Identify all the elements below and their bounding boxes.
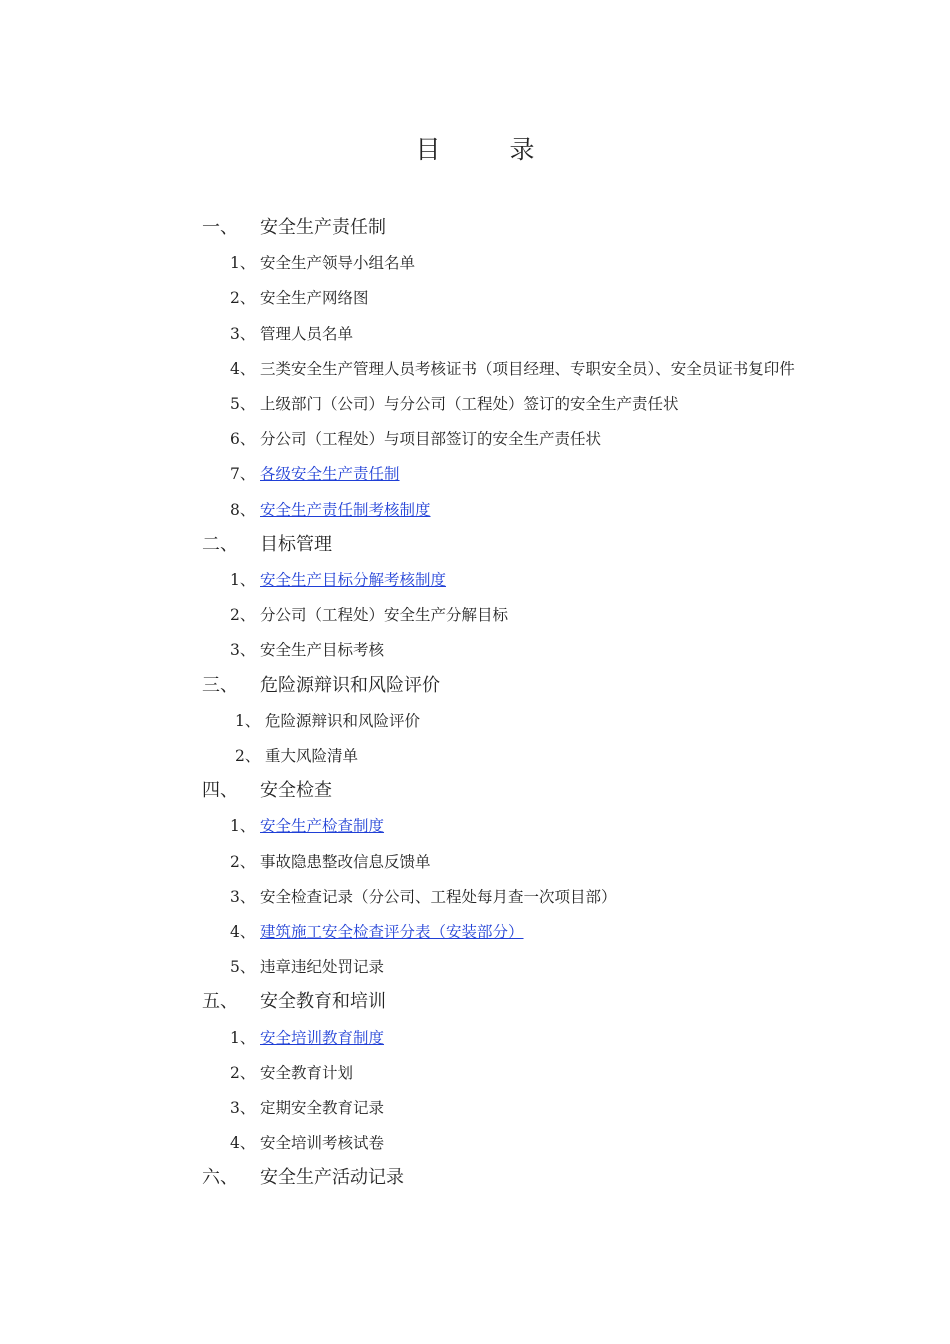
item-title: 安全检查记录（分公司、工程处每月查一次项目部） (260, 888, 617, 906)
item-number: 3、 (230, 325, 256, 343)
item-title: 分公司（工程处）安全生产分解目标 (260, 606, 509, 624)
toc-link[interactable]: 建筑施工安全检查评分表（安装部分） (260, 923, 524, 941)
section-numeral: 四、 (202, 780, 238, 801)
item-number: 5、 (230, 395, 256, 413)
section-title: 安全教育和培训 (260, 991, 386, 1012)
section-numeral: 一、 (202, 217, 238, 238)
toc-link[interactable]: 安全生产目标分解考核制度 (260, 571, 447, 589)
item-title: 上级部门（公司）与分公司（工程处）签订的安全生产责任状 (260, 395, 679, 413)
item-number: 3、 (230, 1099, 256, 1117)
item-title: 安全生产领导小组名单 (260, 254, 416, 272)
item-number: 7、 (230, 465, 256, 483)
section-numeral: 三、 (202, 675, 238, 696)
section-title: 目标管理 (260, 534, 332, 555)
item-number: 3、 (230, 641, 256, 659)
item-number: 1、 (230, 254, 256, 272)
item-number: 4、 (230, 360, 256, 378)
item-title: 危险源辩识和风险评价 (265, 712, 421, 730)
item-number: 6、 (230, 430, 256, 448)
item-title: 分公司（工程处）与项目部签订的安全生产责任状 (260, 430, 602, 448)
item-number: 1、 (230, 571, 256, 589)
item-number: 2、 (230, 1064, 256, 1082)
section-numeral: 六、 (202, 1167, 238, 1188)
item-number: 5、 (230, 958, 256, 976)
section-title: 危险源辩识和风险评价 (260, 675, 440, 696)
page-title: 目 录 (415, 135, 557, 164)
toc-link[interactable]: 各级安全生产责任制 (260, 465, 400, 483)
item-number: 1、 (230, 1029, 256, 1047)
toc-link[interactable]: 安全生产责任制考核制度 (260, 501, 431, 519)
item-title: 重大风险清单 (265, 747, 359, 765)
item-number: 8、 (230, 501, 256, 519)
item-number: 2、 (230, 853, 256, 871)
item-title: 违章违纪处罚记录 (260, 958, 385, 976)
item-title: 安全生产目标考核 (260, 641, 385, 659)
item-title: 管理人员名单 (260, 325, 354, 343)
item-number: 4、 (230, 1134, 256, 1152)
item-number: 2、 (230, 289, 256, 307)
item-title: 安全教育计划 (260, 1064, 354, 1082)
item-title: 安全生产网络图 (260, 289, 369, 307)
section-numeral: 二、 (202, 534, 238, 555)
item-number: 2、 (230, 606, 256, 624)
item-title: 安全培训考核试卷 (260, 1134, 385, 1152)
section-title: 安全检查 (260, 780, 332, 801)
toc-link[interactable]: 安全培训教育制度 (260, 1029, 385, 1047)
section-numeral: 五、 (202, 991, 238, 1012)
item-number: 1、 (230, 817, 256, 835)
item-title: 三类安全生产管理人员考核证书（项目经理、专职安全员）、安全员证书复印件 (260, 360, 795, 378)
item-number: 4、 (230, 923, 256, 941)
section-title: 安全生产活动记录 (260, 1167, 404, 1188)
item-number: 2、 (235, 747, 261, 765)
section-title: 安全生产责任制 (260, 217, 386, 238)
item-title: 事故隐患整改信息反馈单 (260, 853, 431, 871)
toc-link[interactable]: 安全生产检查制度 (260, 817, 385, 835)
item-title: 定期安全教育记录 (260, 1099, 385, 1117)
item-number: 1、 (235, 712, 261, 730)
item-number: 3、 (230, 888, 256, 906)
